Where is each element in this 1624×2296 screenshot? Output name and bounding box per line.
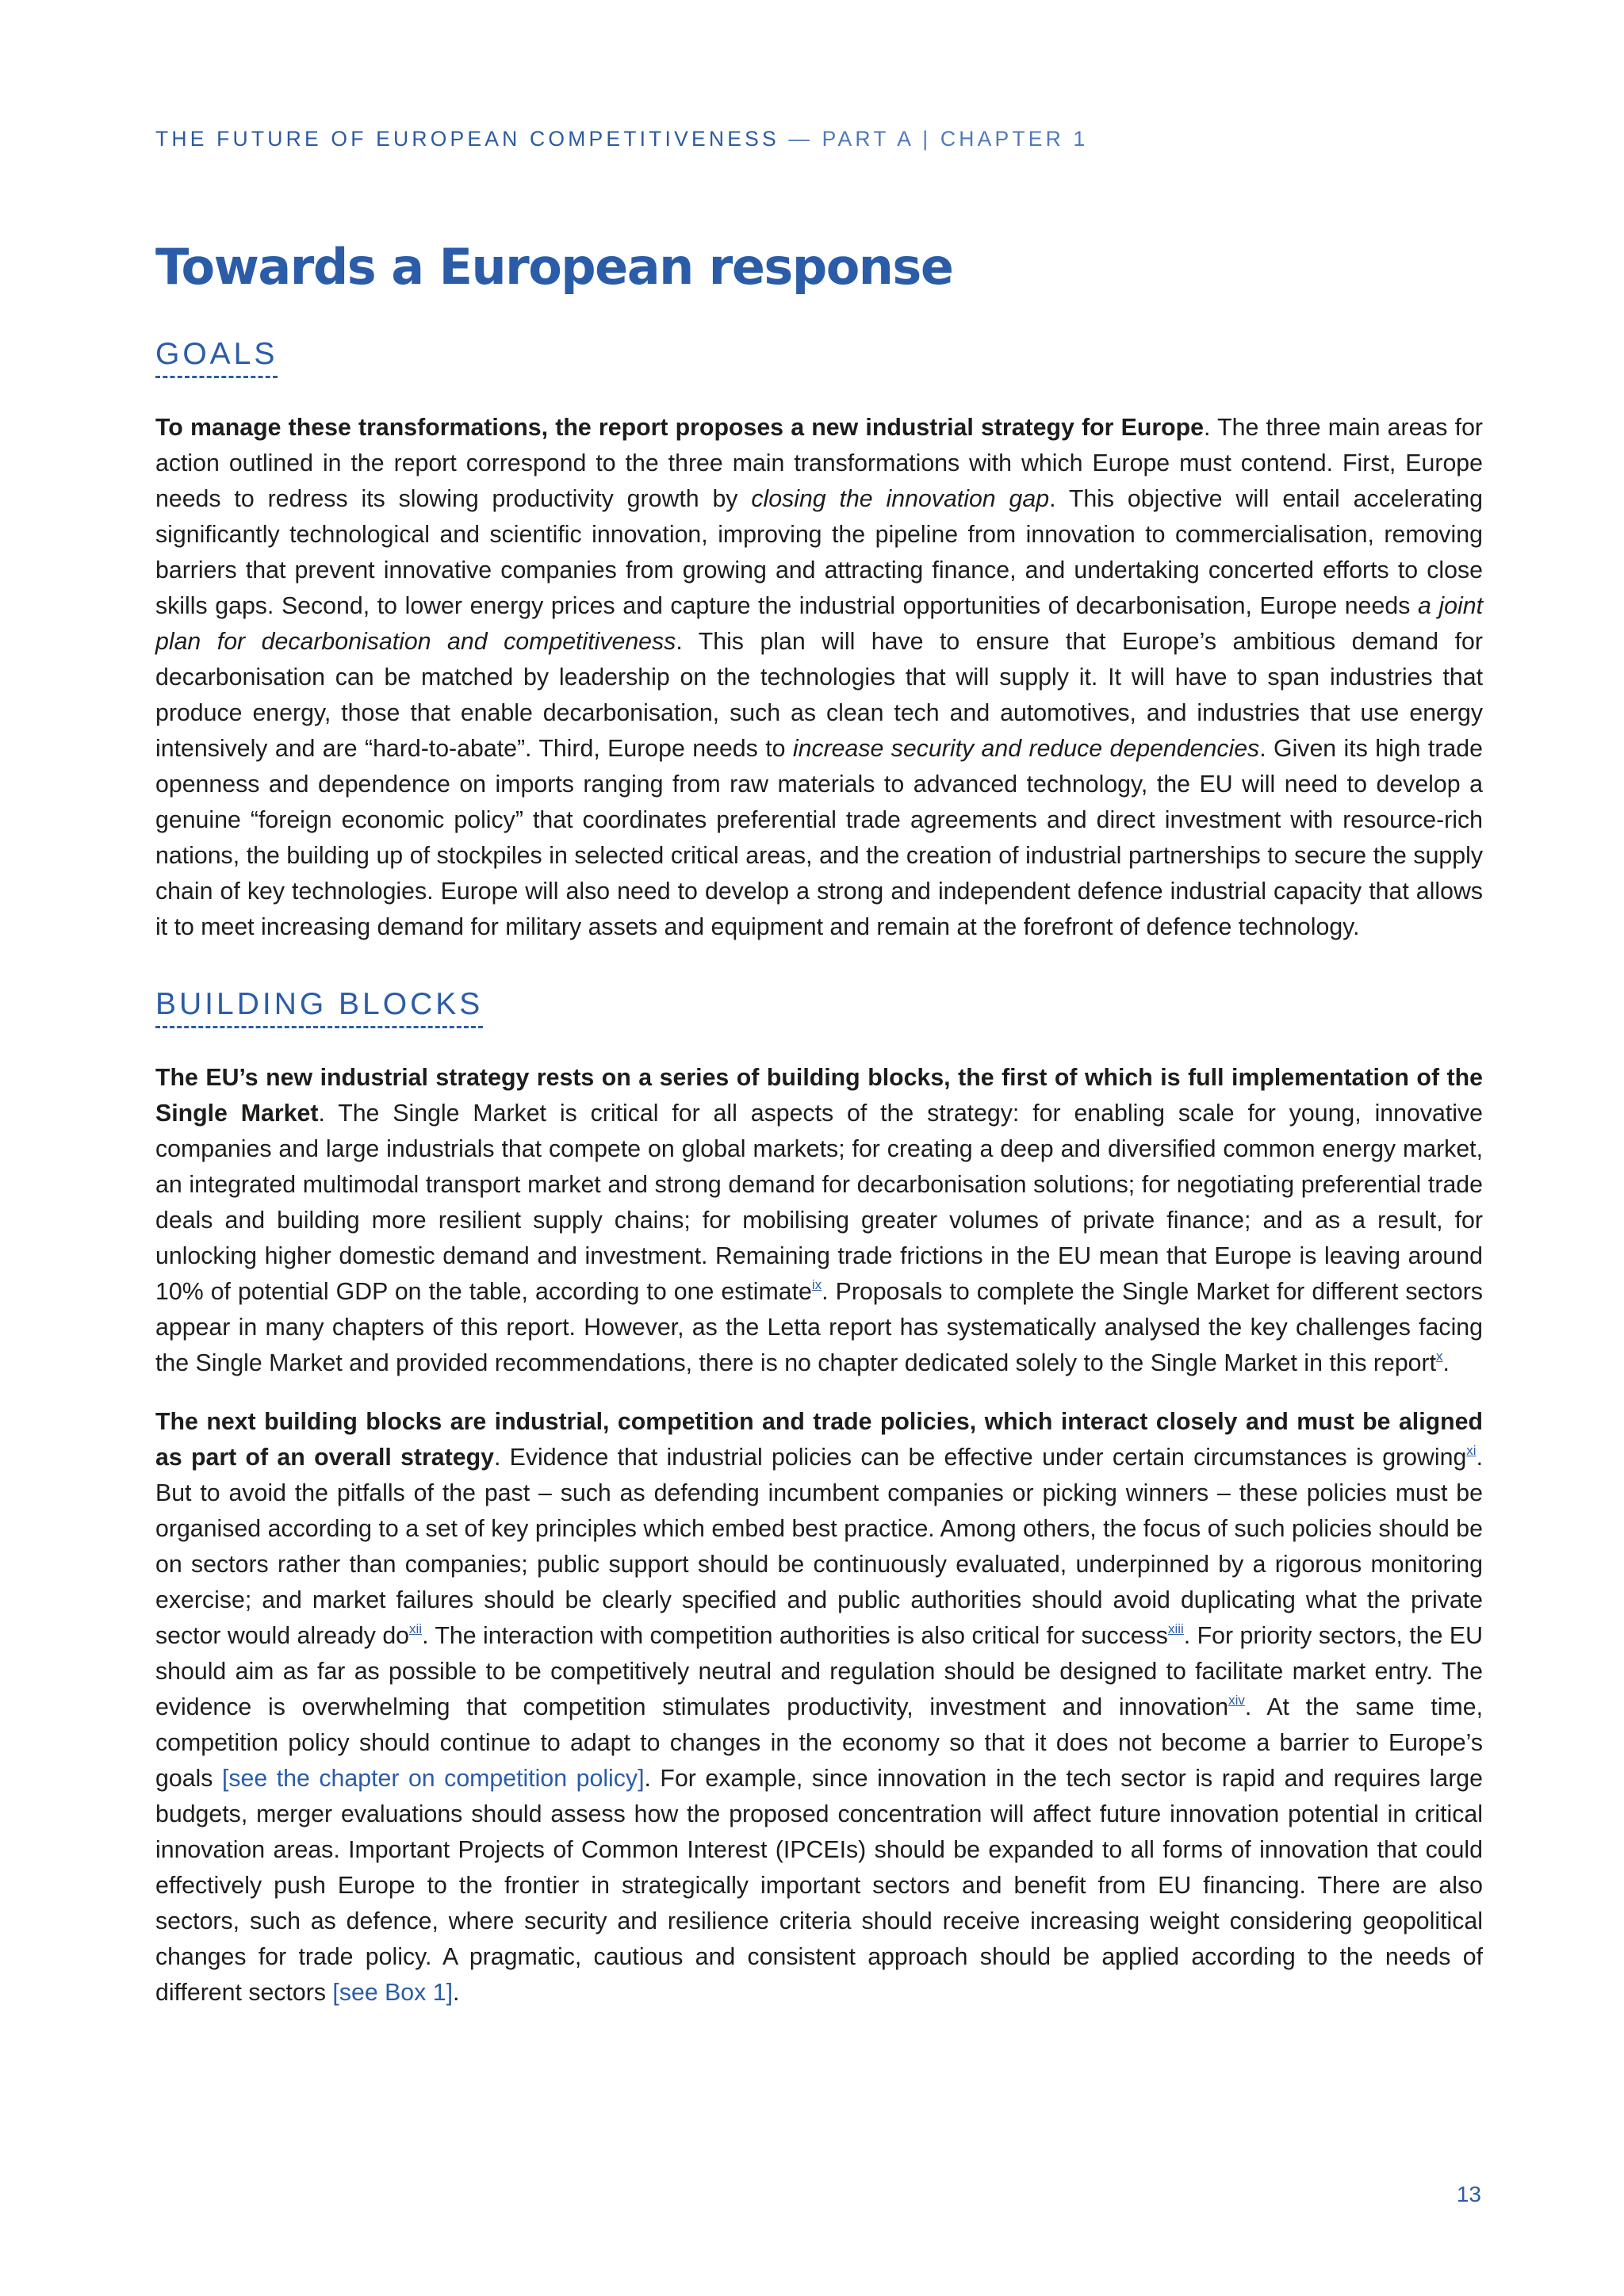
paragraph-lead: The EU’s new industrial strategy rests on a series of building blocks, the first of which is full implementation of the Single Market [155, 1065, 1483, 1127]
footnote-link-x[interactable]: x [1436, 1349, 1443, 1364]
box-1-link[interactable]: [see Box 1] [332, 1980, 453, 2007]
report-title: THE FUTURE OF EUROPEAN COMPETITIVENESS [155, 127, 779, 151]
emphasis-innovation-gap: closing the innovation gap [751, 486, 1050, 513]
text-run: . The interaction with competition authorities is also critical for success [422, 1623, 1168, 1650]
footnote-link-xi[interactable]: xi [1466, 1443, 1477, 1459]
competition-chapter-link[interactable]: [see the chapter on competition policy] [221, 1766, 645, 1793]
policies-paragraph [155, 1404, 1483, 2011]
text-run: . The three main areas for action outlined in the report correspond to the three main transformations with which Europe must contend. First, Europe needs to redress its slowing productivity growth by [155, 415, 1484, 513]
text-run: . Evidence that industrial policies can be effective under certain circumstances is growing [493, 1445, 1467, 1471]
text-run: . But to avoid the pitfalls of the past – such as defending incumbent companies or picking winners – these policies must be organised according to a set of key principles which embed best practice. Among others, the focus of such policies should be on sectors rather than companies; public support should be continuously evaluated, underpinned by a rigorous monitoring exercise; and market failures should be clearly specified and public authorities should avoid duplicating what the private sector would already do [155, 1445, 1483, 1650]
page-title: Towards a European response [155, 238, 953, 296]
text-run: . For priority sectors, the EU should aim as far as possible to be competitively neutral and regulation should be designed to facilitate market entry. The evidence is overwhelming that competition stimulates productivity, investment and innovation [155, 1623, 1483, 1721]
text-run: . [453, 1980, 460, 2007]
paragraph-lead: To manage these transformations, the report proposes a new industrial strategy for Europe [155, 415, 1205, 442]
text-run: . Proposals to complete the Single Market for different sectors appear in many chapters of this report. However, as the Letta report has systematically analysed the key challenges facing the Single Market and provided recommendations, there is no chapter dedicated solely to the Single Market in this report [155, 1279, 1483, 1377]
emphasis-joint-plan: a joint plan for decarbonisation and competitiveness [155, 593, 1483, 656]
footnote-ref [1228, 1693, 1245, 1708]
text-run: . This plan will have to ensure that Europe’s ambitious demand for decarbonisation can be matched by leadership on the technologies that will supply it. It will have to span industries that produce energy, those that enable decarbonisation, such as clean tech and automotives, and industries that use energy intensively and are “hard-to-abate”. Third, Europe needs to [155, 629, 1483, 763]
single-market-paragraph [155, 1060, 1483, 1381]
main-content [155, 238, 1483, 2011]
running-header [155, 127, 1088, 151]
text-run: . This objective will entail accelerating significantly technological and scientific innovation, improving the pipeline from innovation to commercialisation, removing barriers that prevent innovative companies from growing and attracting finance, and undertaking concerted efforts to close skills gaps. Second, to lower energy prices and capture the industrial opportunities of decarbonisation, Europe needs [155, 486, 1483, 620]
text-run: . The Single Market is critical for all aspects of the strategy: for enabling scale for young, innovative companies and large industrials that compete on global markets; for creating a deep and diversified common energy market, an integrated multimodal transport market and strong demand for decarbonisation solutions; for negotiating preferential trade deals and building more resilient supply chains; for mobilising greater volumes of private finance; and as a result, for unlocking higher domestic demand and investment. Remaining trade frictions in the EU mean that Europe is leaving around 10% of potential GDP on the table, according to one estimate [155, 1100, 1483, 1306]
footnote-link-ix[interactable]: ix [811, 1277, 822, 1293]
goals-paragraph [155, 410, 1483, 945]
footnote-link-xiii[interactable]: xiii [1167, 1621, 1184, 1637]
footnote-ref [1436, 1349, 1443, 1364]
footnote-link-xiv[interactable]: xiv [1228, 1693, 1245, 1709]
paragraph-lead: The next building blocks are industrial, competition and trade policies, which interact closely and must be aligned as part of an overall strategy [155, 1409, 1483, 1471]
footnote-link-xii[interactable]: xii [409, 1621, 423, 1637]
text-run: . [1442, 1350, 1450, 1377]
goals-heading: GOALS [155, 338, 278, 378]
building-blocks-heading: BUILDING BLOCKS [155, 988, 483, 1028]
emphasis-security: increase security and reduce dependencies [792, 736, 1260, 763]
footnote-ref [1466, 1443, 1476, 1458]
footnote-ref [1168, 1621, 1184, 1636]
text-run: . At the same time, competition policy should continue to adapt to changes in the economy so that it does not become a barrier to Europe’s goals [155, 1694, 1483, 1793]
text-run: . Given its high trade openness and dependence on imports ranging from raw materials to advanced technology, the EU will need to develop a genuine “foreign economic policy” that coordinates preferential trade agreements and direct investment with resource-rich nations, the building up of stockpiles in selected critical areas, and the creation of industrial partnerships to secure the supply chain of key technologies. Europe will also need to develop a strong and independent defence industrial capacity that allows it to meet increasing demand for military assets and equipment and remain at the forefront of defence technology. [155, 736, 1483, 941]
text-run: . For example, since innovation in the tech sector is rapid and requires large budgets, merger evaluations should assess how the proposed concentration will affect future innovation potential in critical innovation areas. Important Projects of Common Interest (IPCEIs) should be expanded to all forms of innovation that could effectively push Europe to the frontier in strategically important sectors and benefit from EU financing. There are also sectors, such as defence, where security and resilience criteria should receive increasing weight considering geopolitical changes for trade policy. A pragmatic, cautious and consistent approach should be applied according to the needs of different sectors [155, 1766, 1483, 2007]
footnote-ref [409, 1621, 422, 1636]
page-number: 13 [1456, 2182, 1481, 2206]
part-chapter-label: — PART A | CHAPTER 1 [779, 127, 1089, 151]
footnote-ref [812, 1277, 822, 1292]
